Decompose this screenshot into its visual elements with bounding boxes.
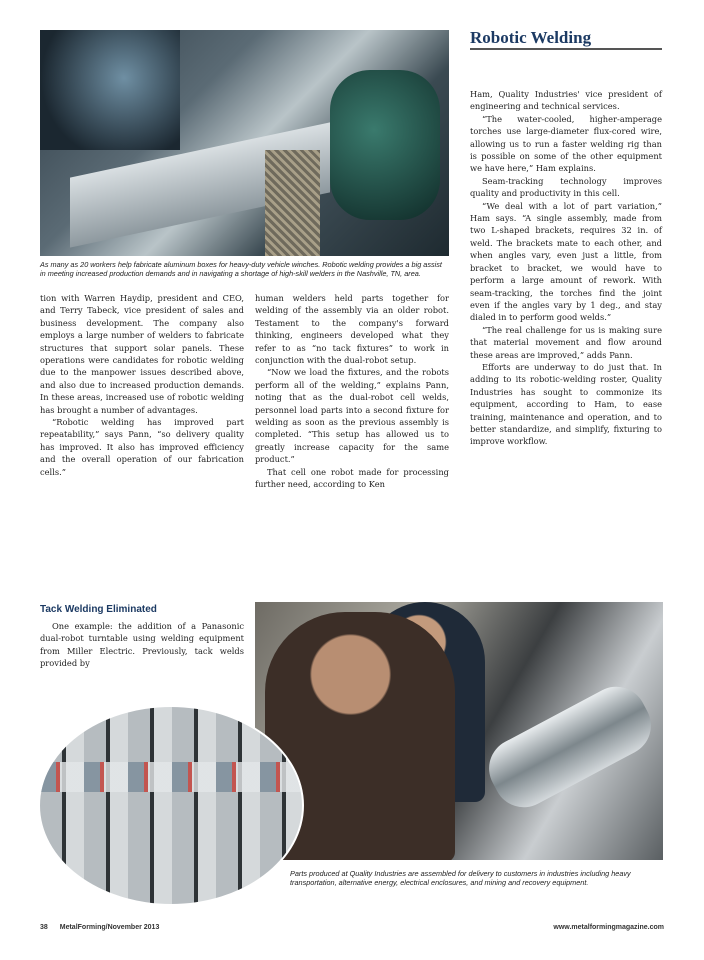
paragraph: “Now we load the fixtures, and the robots perform all of the welding,” explains Pann, noting that as the dual-robot cell welds, personnel load parts into a second fixture for welding as soon as the previous assembly is completed. “This setup has allowed us to greatly increase capacity for the same product.” [255,367,449,465]
bottom-photo-workers [255,602,663,860]
paragraph: “The real challenge for us is making sure that material movement and flow around these areas are improved,” adds Pann. [470,324,662,360]
right-column [470,88,662,448]
paragraph: Seam-tracking technology improves quality and productivity in this cell. [470,175,662,199]
middle-column [255,292,449,491]
paragraph: “Robotic welding has improved part repeatability,” says Pann, “so delivery quality has improved. It also has improved efficiency and the overall operation of our fabrication cells.” [40,417,244,477]
paragraph: “The water-cooled, higher-amperage torches use large-diameter flux-cored wire, allowing us to run a faster welding rig than is possible on some of the other equipment we have here,” Ham explains. [470,113,662,174]
top-photo-caption: As many as 20 workers help fabricate aluminum boxes for heavy-duty vehicle winches. Robotic welding provides a big assist in meeting increased production demands and in navigating a shortage of high-skill welders in the Nashville, TN, area. [40,260,442,278]
website-link[interactable]: www.metalformingmagazine.com [553,924,664,931]
oval-photo-parts [38,705,304,906]
section-title-text: Robotic Welding [470,28,592,47]
paragraph: tion with Warren Haydip, president and CEO, and Terry Tabeck, vice president of sales and business development. The company also employs a large number of welders to fabricate structures that support solar panels. These operations were candidates for robotic welding due to the manpower issues described above, and also due to increased production demands. In these areas, increased use of robotic welding has brought a number of advantages. [40,293,244,415]
paragraph: Ham, Quality Industries' vice president of engineering and technical services. [470,89,662,112]
top-photo-welding [40,30,449,256]
page-number: 38 [40,924,48,931]
paragraph: human welders held parts together for welding of the assembly via an older robot. Testament to the company's forward thinking, engineers developed what they refer to as “no tack fixtures” to work in conjunction with the dual-robot setup. [255,293,449,366]
paragraph: Efforts are underway to do just that. In adding to its robotic-welding roster, Quality Industries has sought to commonize its equipment, according to Ham, to ease training, maintenance and operation, and to better standardize, and simplify, fixturing to improve workflow. [470,361,662,447]
page-footer [40,924,664,931]
issue-label: MetalForming/November 2013 [59,924,160,931]
left-column-top [40,292,244,478]
paragraph: “We deal with a lot of part variation,” Ham says. “A single assembly, made from two L-shaped brackets, requires 32 in. of weld. The brackets mate to each other, and when angles vary, even just a little, from bracket to bracket, we would have to perform a large amount of rework. With seam-tracking, the torches find the joint even if the angles vary by 1 deg., and stay dialed in to perform good welds.” [470,200,662,323]
subheading: Tack Welding Eliminated [40,604,157,615]
bottom-photo-caption: Parts produced at Quality Industries are assembled for delivery to customers in industries including heavy transportation, alternative energy, electrical enclosures, and mining and recovery equipment. [290,869,631,887]
left-column-bottom [40,620,244,670]
section-title [470,28,662,50]
paragraph: One example: the addition of a Panasonic dual-robot turntable using welding equipment from Miller Electric. Previously, tack welds provided by [40,621,244,669]
paragraph: That cell one robot made for processing further need, according to Ken [255,466,449,490]
